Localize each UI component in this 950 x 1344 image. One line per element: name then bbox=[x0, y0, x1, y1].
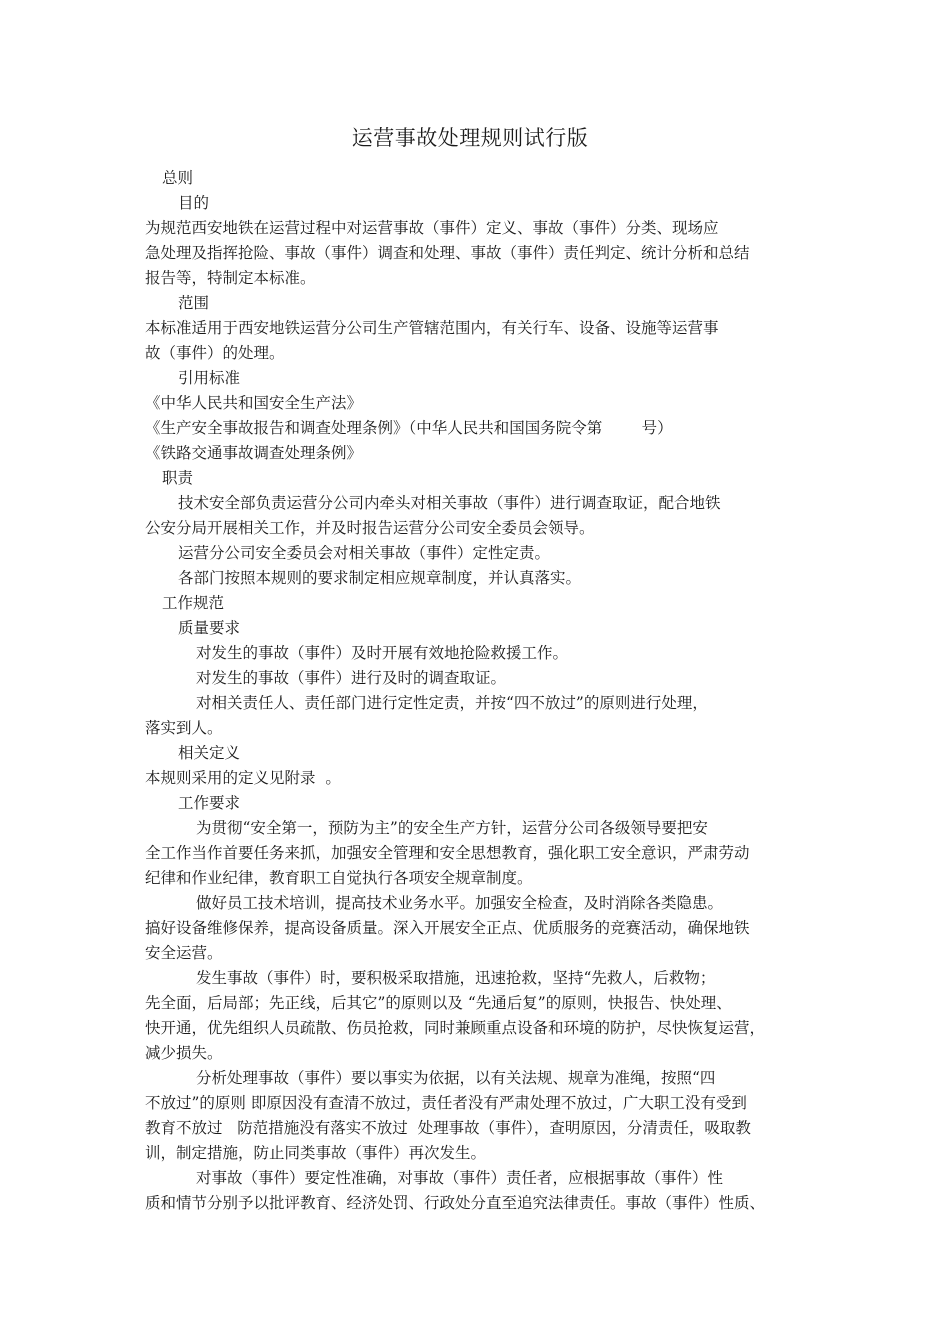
text-line: 质和情节分别予以批评教育、经济处罚、行政处分直至追究法律责任。事故（事件）性质、 bbox=[145, 1194, 766, 1212]
text-line: 目的 bbox=[178, 194, 210, 212]
text-line: 工作规范 bbox=[162, 594, 225, 612]
text-line: 发生事故（事件）时，要积极采取措施，迅速抢救，坚持“先救人，后救物； bbox=[196, 969, 716, 987]
text-line: 职责 bbox=[162, 469, 194, 487]
text-line: 做好员工技术培训，提高技术业务水平。加强安全检查，及时消除各类隐患。 bbox=[196, 894, 724, 912]
text-line: 对发生的事故（事件）进行及时的调查取证。 bbox=[196, 669, 507, 687]
text-line: 分析处理事故（事件）要以事实为依据，以有关法规、规章为准绳，按照“四 bbox=[196, 1069, 716, 1087]
text-line: 公安分局开展相关工作，并及时报告运营分公司安全委员会领导。 bbox=[145, 519, 595, 537]
text-line: 引用标准 bbox=[178, 369, 241, 387]
text-line: 《中华人民共和国安全生产法》 bbox=[145, 394, 363, 412]
text-line: 先全面，后局部；先正线，后其它”的原则以及 “先通后复”的原则，快报告、快处理、 bbox=[145, 994, 732, 1012]
text-line: 报告等，特制定本标准。 bbox=[145, 269, 316, 287]
text-line: 搞好设备维修保养，提高设备质量。深入开展安全正点、优质服务的竞赛活动，确保地铁 bbox=[145, 919, 750, 937]
text-line: 训，制定措施，防止同类事故（事件）再次发生。 bbox=[145, 1144, 487, 1162]
text-line: 质量要求 bbox=[178, 619, 241, 637]
text-line: 纪律和作业纪律，教育职工自觉执行各项安全规章制度。 bbox=[145, 869, 533, 887]
text-line: 技术安全部负责运营分公司内牵头对相关事故（事件）进行调查取证，配合地铁 bbox=[178, 494, 721, 512]
text-line: 《铁路交通事故调查处理条例》 bbox=[145, 444, 363, 462]
text-line: 急处理及指挥抢险、事故（事件）调查和处理、事故（事件）责任判定、统计分析和总结 bbox=[145, 244, 750, 262]
document-title: 运营事故处理规则试行版 bbox=[351, 126, 589, 150]
text-line: 对发生的事故（事件）及时开展有效地抢险救援工作。 bbox=[196, 644, 569, 662]
text-line: 对相关责任人、责任部门进行定性定责，并按“四不放过”的原则进行处理， bbox=[196, 694, 708, 712]
text-line: 本标准适用于西安地铁运营分公司生产管辖范围内，有关行车、设备、设施等运营事 bbox=[145, 319, 719, 337]
text-line: 落实到人。 bbox=[145, 719, 223, 737]
text-line: 工作要求 bbox=[178, 794, 241, 812]
text-line: 本规则采用的定义见附录 。 bbox=[145, 769, 341, 787]
text-line: 不放过”的原则 即原因没有查清不放过，责任者没有严肃处理不放过，广大职工没有受到 bbox=[145, 1094, 747, 1112]
text-line: 对事故（事件）要定性准确，对事故（事件）责任者，应根据事故（事件）性 bbox=[196, 1169, 724, 1187]
text-line: 《生产安全事故报告和调查处理条例》（中华人民共和国国务院令第 号） bbox=[145, 419, 673, 437]
text-line: 故（事件）的处理。 bbox=[145, 344, 285, 362]
text-line: 总则 bbox=[162, 169, 194, 187]
text-line: 全工作当作首要任务来抓，加强安全管理和安全思想教育，强化职工安全意识，严肃劳动 bbox=[145, 844, 750, 862]
text-line: 为贯彻“安全第一，预防为主”的安全生产方针，运营分公司各级领导要把安 bbox=[196, 819, 708, 837]
text-line: 范围 bbox=[178, 294, 210, 312]
text-line: 教育不放过 防范措施没有落实不放过 处理事故（事件），查明原因，分清责任，吸取教 bbox=[145, 1119, 751, 1137]
text-line: 减少损失。 bbox=[145, 1044, 223, 1062]
text-line: 安全运营。 bbox=[145, 944, 223, 962]
text-line: 各部门按照本规则的要求制定相应规章制度，并认真落实。 bbox=[178, 569, 582, 587]
text-line: 快开通，优先组织人员疏散、伤员抢救，同时兼顾重点设备和环境的防护，尽快恢复运营， bbox=[145, 1019, 766, 1037]
text-line: 运营分公司安全委员会对相关事故（事件）定性定责。 bbox=[178, 544, 551, 562]
text-line: 为规范西安地铁在运营过程中对运营事故（事件）定义、事故（事件）分类、现场应 bbox=[145, 219, 719, 237]
text-line: 相关定义 bbox=[178, 744, 241, 762]
